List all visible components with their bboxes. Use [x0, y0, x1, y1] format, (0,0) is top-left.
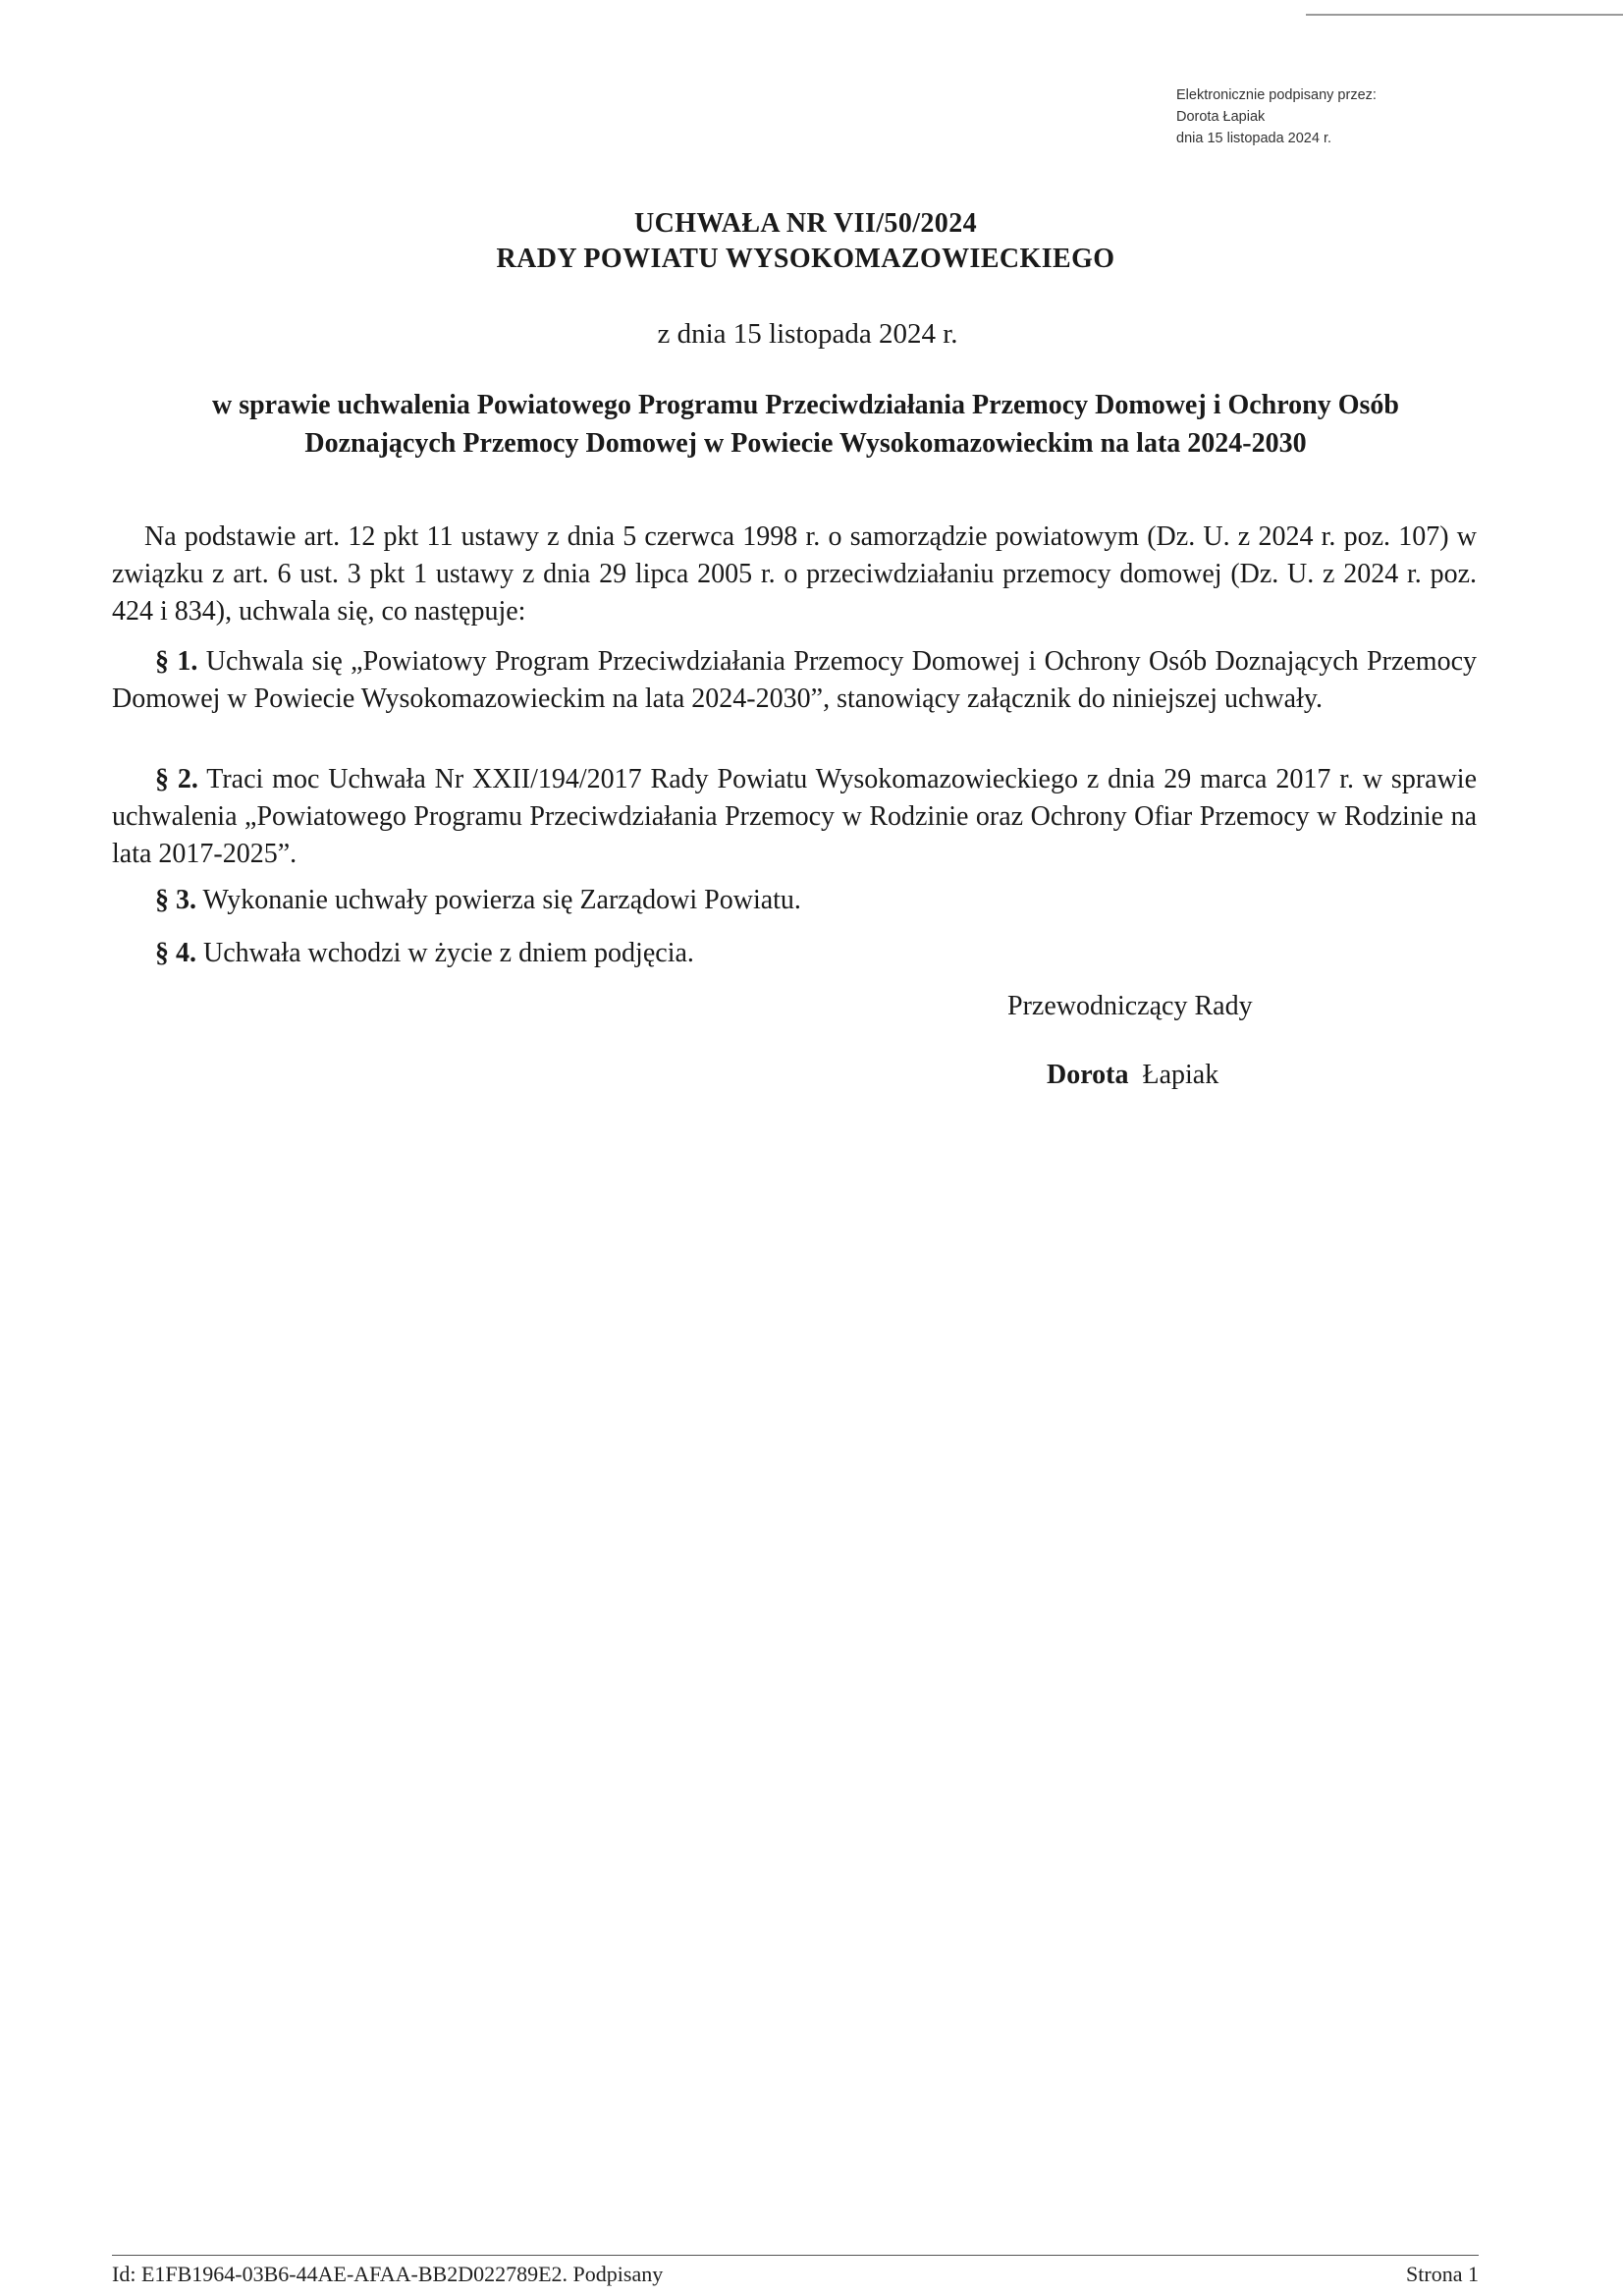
section-3-text: Wykonanie uchwały powierza się Zarządowi Powiatu. — [196, 885, 801, 915]
section-1-number: § 1. — [155, 646, 198, 677]
document-title — [0, 206, 1623, 277]
section-4-number: § 4. — [155, 938, 196, 968]
resolution-number: UCHWAŁA NR VII/50/2024 — [634, 208, 977, 239]
signature-stamp-name: Dorota Łapiak — [1176, 109, 1266, 125]
section-2-paragraph — [112, 761, 1477, 873]
signature-stamp-label: Elektronicznie podpisany przez: — [1176, 87, 1377, 103]
signer-name — [1047, 1058, 1218, 1093]
subject-line-2: Doznających Przemocy Domowej w Powiecie Wysokomazowieckim na lata 2024-2030 — [304, 428, 1307, 459]
resolution-subject — [0, 386, 1623, 463]
signer-role: Przewodniczący Rady — [1007, 991, 1253, 1021]
footer-divider — [112, 2255, 1479, 2256]
document-id: Id: E1FB1964-03B6-44AE-AFAA-BB2D022789E2. Podpisany — [112, 2262, 664, 2286]
subject-line-1: w sprawie uchwalenia Powiatowego Programu Przeciwdziałania Przemocy Domowej i Ochrony Osób — [211, 390, 1399, 420]
signer-last-name: Łapiak — [1142, 1060, 1219, 1090]
signer-first-name: Dorota — [1047, 1060, 1129, 1090]
section-4-text: Uchwała wchodzi w życie z dniem podjęcia. — [196, 938, 694, 968]
section-3-number: § 3. — [155, 885, 196, 915]
section-1-text: Uchwala się „Powiatowy Program Przeciwdziałania Przemocy Domowej i Ochrony Osób Doznających Przemocy Domowej w Powiecie Wysokomazowieckim na lata 2024-2030”, stanowiący załącznik do niniejszej uchwały. — [112, 646, 1478, 714]
scan-artifact-line — [1306, 14, 1623, 16]
section-4-paragraph — [112, 935, 1477, 972]
section-2-text: Traci moc Uchwała Nr XXII/194/2017 Rady Powiatu Wysokomazowieckiego z dnia 29 marca 2017 r. w sprawie uchwalenia „Powiatowego Programu Przeciwdziałania Przemocy w Rodzinie oraz Ochrony Ofiar Przemocy w Rodzinie na lata 2017-2025”. — [112, 764, 1478, 869]
resolution-date-text: z dnia 15 listopada 2024 r. — [657, 318, 958, 350]
legal-basis-paragraph: Na podstawie art. 12 pkt 11 ustawy z dnia 5 czerwca 1998 r. o samorządzie powiatowym (Dz. U. z 2024 r. poz. 107) w związku z art. 6 ust. 3 pkt 1 ustawy z dnia 29 lipca 2005 r. o przeciwdziałaniu przemocy domowej (Dz. U. z 2024 r. poz. 424 i 834), uchwala się, co następuje: — [112, 521, 1477, 627]
section-1-paragraph — [112, 643, 1477, 718]
section-2-number: § 2. — [155, 764, 198, 794]
section-3-paragraph — [112, 882, 1477, 919]
electronic-signature-stamp — [1176, 84, 1377, 149]
page-number: Strona 1 — [1406, 2262, 1479, 2286]
resolution-date — [0, 316, 1623, 352]
council-name: RADY POWIATU WYSOKOMAZOWIECKIEGO — [496, 244, 1115, 274]
signature-stamp-date: dnia 15 listopada 2024 r. — [1176, 131, 1332, 146]
